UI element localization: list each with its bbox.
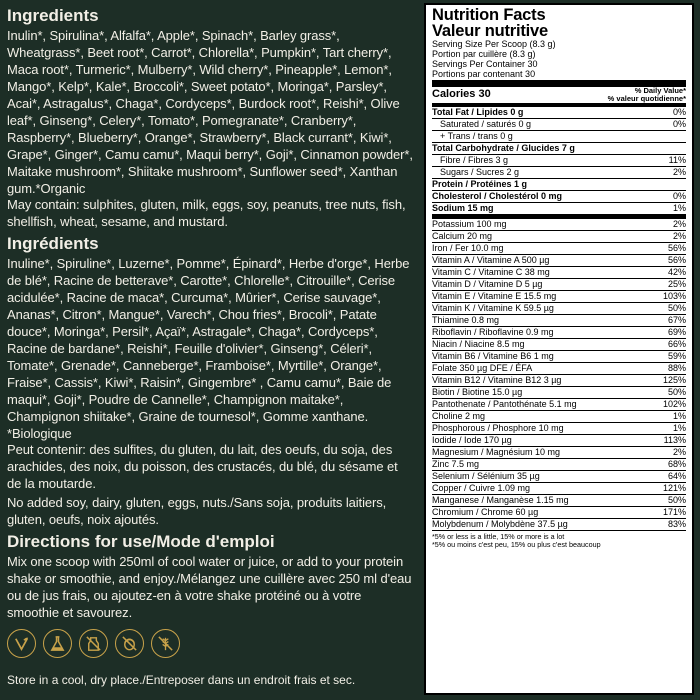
vegan-icon bbox=[7, 629, 36, 658]
ingredients-heading: Ingredients bbox=[7, 6, 99, 25]
nutrient-row bbox=[432, 435, 686, 447]
nutrient-row bbox=[432, 351, 686, 363]
lab-flask-icon bbox=[43, 629, 72, 658]
nutrient-dv: 67% bbox=[667, 315, 686, 325]
nutrient-row bbox=[432, 327, 686, 339]
nutrient-dv: 50% bbox=[667, 303, 686, 313]
ingredients-fr-text: Inuline*, Spiruline*, Luzerne*, Pomme*, Épinard*, Herbe d'orge*, Herbe de blé*, Racine de betterave*, Carotte*, Chlorelle*, Citrouille*, Cerise acidulée*, Racine de maca*, Curcuma*, Mûrier*, Cerise sauvage*, Ananas*, Citron*, Mangue*, Varech*, Chou fries*, Brocoli*, Patate douce*, Moringa*, Persil*, Açaï*, Astragale*, Chaga*, Cordyceps*, Racine de bardane*, Reishi*, Feuille d'olivier*, Ginseng*, Céleri*, Tomate*, Grenade*, Canneberge*, Framboise*, Myrtille*, Orange*, Fraise*, Cassis*, Kiwi*, Raisin*, Gingembre* , Camu camu*, Baie de maqui*, Goji*, Poudre de Cannelle*, Champignon maitake*, Champignon shiitake*, Graine de tournesol*, Gomme xanthane. *Biologique bbox=[7, 256, 410, 441]
nutrient-dv: 103% bbox=[662, 291, 686, 301]
nutrient-row bbox=[432, 459, 686, 471]
nutrient-row bbox=[432, 303, 686, 315]
nutrient-row bbox=[432, 423, 686, 435]
nutrient-dv: 1% bbox=[672, 411, 686, 421]
nutrient-dv: 64% bbox=[667, 471, 686, 481]
nutrient-dv: 1% bbox=[672, 423, 686, 433]
nutrient-row bbox=[432, 447, 686, 459]
nutrient-row bbox=[432, 119, 686, 131]
footnote-fr: *5% ou moins c'est peu, 15% ou plus c'est beaucoup bbox=[432, 540, 601, 549]
nutrient-label: Choline 2 mg bbox=[432, 411, 486, 421]
nutrient-row bbox=[432, 143, 686, 155]
serving-size-fr: Portion par cuillère (8.3 g) bbox=[432, 49, 536, 59]
nutrient-row bbox=[432, 155, 686, 167]
nutrient-dv: 56% bbox=[667, 243, 686, 253]
nutrient-label: Selenium / Sélénium 35 µg bbox=[432, 471, 540, 481]
nutrient-dv: 59% bbox=[667, 351, 686, 361]
nutrient-label: Vitamin B12 / Vitamine B12 3 µg bbox=[432, 375, 562, 385]
may-contain-text: May contain: sulphites, gluten, milk, eggs, soy, peanuts, tree nuts, fish, shellfish, wheat, sesame, and mustard. bbox=[7, 197, 406, 229]
nutrient-label: Folate 350 µg DFE / ÉFA bbox=[432, 363, 533, 373]
calories-label: Calories 30 bbox=[432, 88, 491, 100]
nutrient-dv: 121% bbox=[662, 483, 686, 493]
nutrient-label: Pantothenate / Pantothénate 5.1 mg bbox=[432, 399, 577, 409]
nutrient-label: Vitamin C / Vitamine C 38 mg bbox=[432, 267, 550, 277]
nutrient-row bbox=[432, 339, 686, 351]
nutrient-row bbox=[432, 363, 686, 375]
nutrient-dv: 11% bbox=[668, 155, 686, 165]
nutrient-dv: 50% bbox=[667, 495, 686, 505]
nutrient-dv: 113% bbox=[663, 435, 686, 445]
nutrient-dv: 125% bbox=[662, 375, 686, 385]
nutrient-row bbox=[432, 131, 686, 143]
nutrient-row bbox=[432, 203, 686, 215]
nutrient-row bbox=[432, 291, 686, 303]
nutrient-label: Vitamin B6 / Vitamine B6 1 mg bbox=[432, 351, 554, 361]
nutrient-label: Total Carbohydrate / Glucides 7 g bbox=[432, 143, 575, 153]
macro-rows bbox=[432, 107, 686, 215]
no-gluten-icon bbox=[151, 629, 180, 658]
nutrient-label: + Trans / trans 0 g bbox=[440, 131, 513, 141]
nutrition-title-en: Nutrition Facts bbox=[432, 6, 546, 24]
nutrient-row bbox=[432, 483, 686, 495]
nutrient-label: Vitamin A / Vitamine A 500 µg bbox=[432, 255, 550, 265]
nutrient-label: Protein / Protéines 1 g bbox=[432, 179, 528, 189]
nutrient-row bbox=[432, 107, 686, 119]
nutrient-label: Vitamin D / Vitamine D 5 µg bbox=[432, 279, 543, 289]
nutrient-row bbox=[432, 471, 686, 483]
nutrient-dv: 69% bbox=[667, 327, 686, 337]
nutrient-label: Zinc 7.5 mg bbox=[432, 459, 480, 469]
nutrient-row bbox=[432, 167, 686, 179]
directions-heading: Directions for use/Mode d'emploi bbox=[7, 532, 275, 551]
nutrient-row bbox=[432, 387, 686, 399]
nutrient-label: Calcium 20 mg bbox=[432, 231, 493, 241]
nutrient-label: Potassium 100 mg bbox=[432, 219, 507, 229]
nutrient-dv: 2% bbox=[672, 231, 686, 241]
nutrient-label: Niacin / Niacine 8.5 mg bbox=[432, 339, 525, 349]
nutrient-dv: 83% bbox=[667, 519, 686, 529]
nutrient-dv: 68% bbox=[667, 459, 686, 469]
nutrient-label: Fibre / Fibres 3 g bbox=[440, 155, 509, 165]
nutrient-label: Vitamin E / Vitamine E 15.5 mg bbox=[432, 291, 557, 301]
nutrient-row bbox=[432, 315, 686, 327]
nutrient-row bbox=[432, 231, 686, 243]
micro-rows bbox=[432, 219, 686, 531]
nutrient-row bbox=[432, 399, 686, 411]
nutrient-dv: 1% bbox=[672, 203, 686, 213]
nutrient-label: Magnesium / Magnésium 10 mg bbox=[432, 447, 561, 457]
nutrient-label: Copper / Cuivre 1.09 mg bbox=[432, 483, 531, 493]
nutrient-dv: 171% bbox=[662, 507, 686, 517]
nutrient-dv: 88% bbox=[667, 363, 686, 373]
nutrition-facts-panel bbox=[424, 3, 694, 695]
nutrient-label: Thiamine 0.8 mg bbox=[432, 315, 500, 325]
nutrient-dv: 102% bbox=[662, 399, 686, 409]
footnote-en: *5% or less is a little, 15% or more is a lot bbox=[432, 532, 565, 541]
nutrient-label: Manganese / Manganèse 1.15 mg bbox=[432, 495, 569, 505]
nutrient-row bbox=[432, 267, 686, 279]
no-dairy-icon bbox=[79, 629, 108, 658]
ingredients-text: Inulin*, Spirulina*, Alfalfa*, Apple*, Spinach*, Barley grass*, Wheatgrass*, Beet root*, Carrot*, Chlorella*, Pumpkin*, Tart cherry*, Maca root*, Turmeric*, Mulberry*, Wild cherry*, Pineapple*, Lemon*, Mango*, Kelp*, Kale*, Broccoli*, Sweet potato*, Moringa*, Parsley*, Acai*, Astragalus*, Chaga*, Cordyceps*, Burdock root*, Reishi*, Olive leaf*, Ginseng*, Celery*, Tomato*, Pomegranate*, Cranberry*, Raspberry*, Blueberry*, Orange*, Strawberry*, Black currant*, Kiwi*, Grape*, Ginger*, Camu camu*, Maqui berry*, Goji*, Cinnamon powder*, Maitake mushroom*, Shiitake mushroom*, Sunflower seed*, Xanthan gum.*Organic bbox=[7, 28, 413, 196]
nutrient-label: Total Fat / Lipides 0 g bbox=[432, 107, 524, 117]
nutrient-label: Iodide / Iode 170 µg bbox=[432, 435, 512, 445]
nutrition-title-fr: Valeur nutritive bbox=[432, 22, 549, 40]
nutrient-row bbox=[432, 411, 686, 423]
servings-fr: Portions par contenant 30 bbox=[432, 69, 536, 79]
nutrient-row bbox=[432, 279, 686, 291]
nutrient-dv: 0% bbox=[672, 107, 686, 117]
nutrient-dv: 2% bbox=[672, 219, 686, 229]
nutrient-row bbox=[432, 219, 686, 231]
nutrient-row bbox=[432, 519, 686, 531]
nutrient-row bbox=[432, 375, 686, 387]
nutrient-dv: 0% bbox=[672, 191, 686, 201]
nutrient-dv: 0% bbox=[672, 119, 686, 129]
nutrient-dv: 25% bbox=[667, 279, 686, 289]
nutrient-dv: 50% bbox=[667, 387, 686, 397]
directions-text: Mix one scoop with 250ml of cool water or juice, or add to your protein shake or smoothie, and enjoy./Mélangez une cuillère avec 250 ml d'eau ou de jus frais, ou ajoutez-en à votre shake protéiné ou à votre smoothie et savourez. bbox=[7, 554, 412, 620]
nutrient-label: Riboflavin / Riboflavine 0.9 mg bbox=[432, 327, 554, 337]
nutrient-row bbox=[432, 243, 686, 255]
ingredients-fr-heading: Ingrédients bbox=[7, 234, 99, 253]
servings-en: Servings Per Container 30 bbox=[432, 59, 538, 69]
nutrient-row bbox=[432, 495, 686, 507]
nutrient-dv: 42% bbox=[667, 267, 686, 277]
nutrient-label: Phosphorous / Phosphore 10 mg bbox=[432, 423, 564, 433]
nutrient-row bbox=[432, 191, 686, 203]
dv-header-en: % Daily Value* bbox=[634, 86, 686, 95]
nutrient-label: Saturated / saturés 0 g bbox=[440, 119, 532, 129]
may-contain-fr-text: Peut contenir: des sulfites, du gluten, du lait, des oeufs, du soja, des arachides, des noix, du poisson, des crustacés, du blé, du sésame et de la moutarde. bbox=[7, 442, 398, 491]
nutrient-row bbox=[432, 179, 686, 191]
footnote bbox=[432, 531, 686, 549]
no-added-text: No added soy, dairy, gluten, eggs, nuts./Sans soja, produits laitiers, gluten, oeufs, noix ajoutés. bbox=[7, 495, 387, 527]
nutrient-dv: 66% bbox=[667, 339, 686, 349]
nutrient-row bbox=[432, 255, 686, 267]
no-nuts-icon bbox=[115, 629, 144, 658]
nutrient-label: Sodium 15 mg bbox=[432, 203, 494, 213]
calories-row bbox=[432, 87, 686, 107]
nutrient-label: Molybdenum / Molybdène 37.5 µg bbox=[432, 519, 568, 529]
nutrient-label: Chromium / Chrome 60 µg bbox=[432, 507, 539, 517]
nutrient-dv: 56% bbox=[667, 255, 686, 265]
storage-text: Store in a cool, dry place./Entreposer dans un endroit frais et sec. bbox=[7, 673, 356, 687]
nutrient-dv: 2% bbox=[672, 167, 686, 177]
nutrient-label: Iron / Fer 10.0 mg bbox=[432, 243, 504, 253]
nutrient-row bbox=[432, 507, 686, 519]
nutrient-dv: 2% bbox=[672, 447, 686, 457]
nutrient-label: Biotin / Biotine 15.0 µg bbox=[432, 387, 523, 397]
serving-size-en: Serving Size Per Scoop (8.3 g) bbox=[432, 39, 556, 49]
dv-header-fr: % valeur quotidienne* bbox=[607, 94, 686, 103]
badge-icons bbox=[7, 629, 180, 658]
nutrient-label: Vitamin K / Vitamine K 59.5 µg bbox=[432, 303, 554, 313]
nutrient-label: Sugars / Sucres 2 g bbox=[440, 167, 520, 177]
nutrient-label: Cholesterol / Cholestérol 0 mg bbox=[432, 191, 563, 201]
